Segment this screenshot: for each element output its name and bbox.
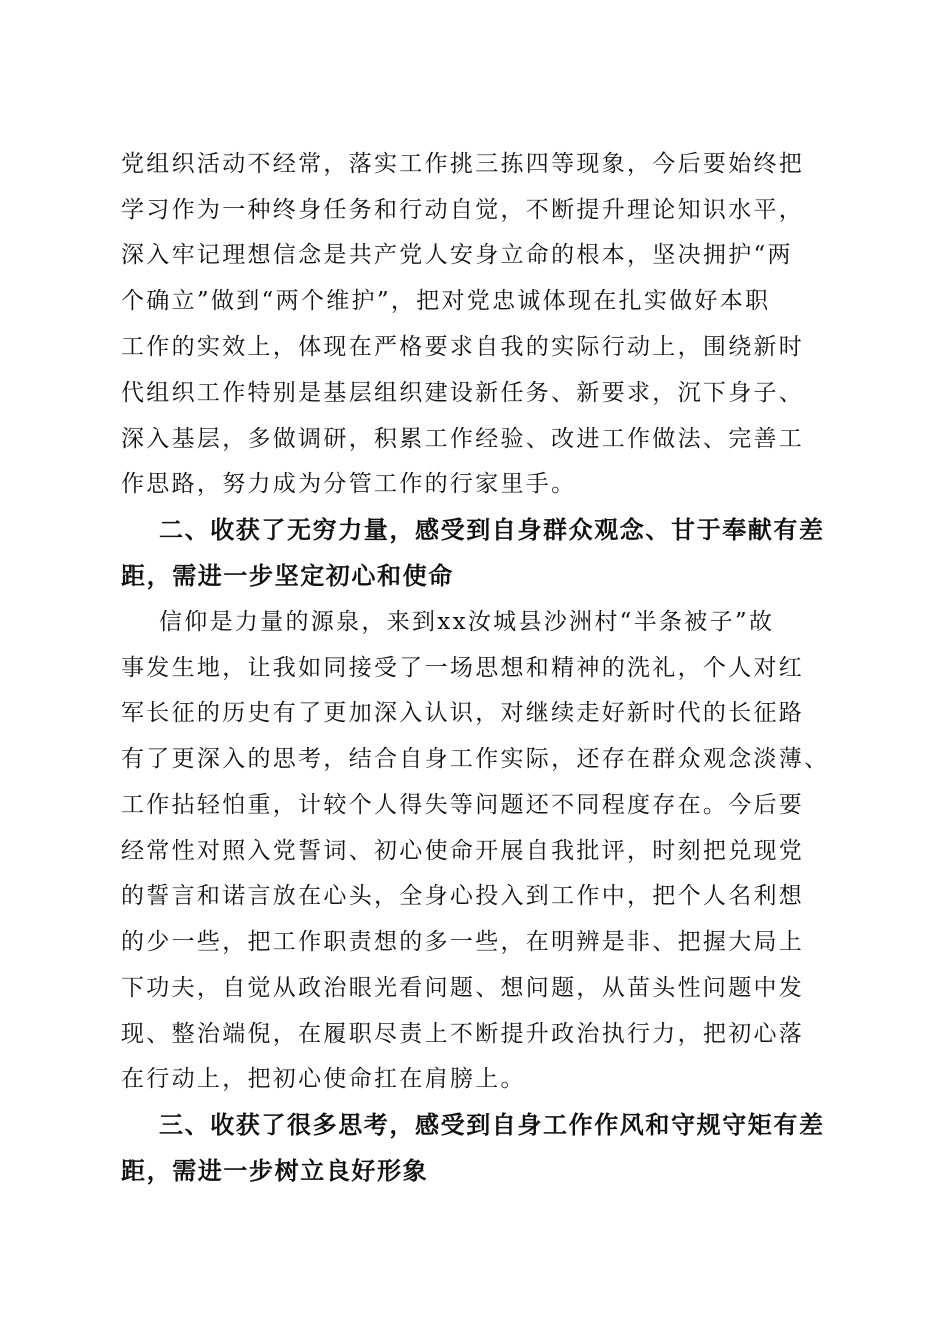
paragraph-line: 信仰是力量的源泉，来到xx汝城县沙洲村“半条被子”故 — [159, 609, 775, 635]
paragraph-line: 的少一些，把工作职责想的多一些，在明辨是非、把握大局上 — [121, 929, 805, 955]
paragraph-line: 下功夫，自觉从政治眼光看问题、想问题，从苗头性问题中发 — [121, 975, 805, 1001]
paragraph-line: 深入牢记理想信念是共产党人安身立命的根本，坚决拥护“两 — [121, 242, 793, 268]
paragraph-line: 学习作为一种终身任务和行动自觉，不断提升理论知识水平， — [121, 197, 805, 223]
paragraph-line: 党组织活动不经常，落实工作挑三拣四等现象，今后要始终把 — [121, 151, 805, 177]
paragraph-line: 深入基层，多做调研，积累工作经验、改进工作做法、完善工 — [121, 426, 805, 452]
section-heading: 距，需进一步坚定初心和使命 — [121, 562, 454, 590]
section-heading: 三、收获了很多思考，感受到自身工作作风和守规守矩有差 — [159, 1111, 825, 1139]
paragraph-line: 作思路，努力成为分管工作的行家里手。 — [121, 471, 577, 497]
section-heading: 二、收获了无穷力量，感受到自身群众观念、甘于奉献有差 — [159, 516, 825, 544]
paragraph-line: 现、整治端倪，在履职尽责上不断提升政治执行力，把初心落 — [121, 1021, 805, 1047]
paragraph-line: 的誓言和诺言放在心头，全身心投入到工作中，把个人名利想 — [121, 883, 805, 909]
paragraph-line: 工作拈轻怕重，计较个人得失等问题还不同程度存在。今后要 — [121, 792, 805, 818]
paragraph-line: 个确立”做到“两个维护”，把对党忠诚体现在扎实做好本职 — [121, 288, 771, 314]
section-heading: 距，需进一步树立良好形象 — [121, 1157, 429, 1185]
paragraph-line: 在行动上，把初心使命扛在肩膀上。 — [121, 1066, 526, 1092]
paragraph-line: 事发生地，让我如同接受了一场思想和精神的洗礼，个人对红 — [121, 655, 805, 681]
paragraph-line: 军长征的历史有了更加深入认识，对继续走好新时代的长征路 — [121, 700, 805, 726]
paragraph-line: 代组织工作特别是基层组织建设新任务、新要求，沉下身子、 — [121, 380, 805, 406]
paragraph-line: 经常性对照入党誓词、初心使命开展自我批评，时刻把兑现党 — [121, 838, 805, 864]
paragraph-line: 工作的实效上，体现在严格要求自我的实际行动上，围绕新时 — [121, 334, 805, 360]
paragraph-line: 有了更深入的思考，结合自身工作实际，还存在群众观念淡薄、 — [121, 746, 830, 772]
